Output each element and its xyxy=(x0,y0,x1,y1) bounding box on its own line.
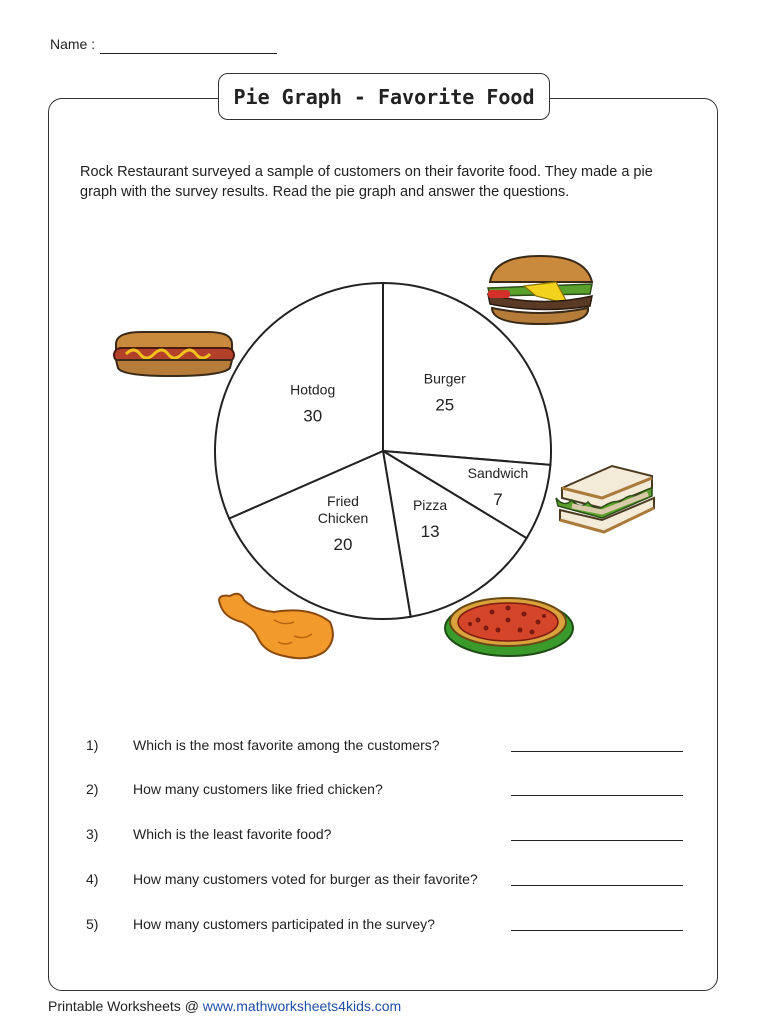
page-title: Pie Graph - Favorite Food xyxy=(218,73,550,120)
footer-link[interactable]: www.mathworksheets4kids.com xyxy=(202,998,402,1014)
question-number: 3) xyxy=(86,826,99,842)
pie-label-value: 25 xyxy=(435,395,455,415)
name-label: Name : xyxy=(50,36,96,52)
question-text: How many customers like fried chicken? xyxy=(133,781,383,797)
pie-label-category: Burger xyxy=(423,370,466,387)
pizza-icon xyxy=(442,590,576,658)
question-row xyxy=(86,871,686,895)
pie-label-value: 20 xyxy=(333,534,353,554)
pie-label-value: 7 xyxy=(493,489,503,509)
question-number: 5) xyxy=(86,916,99,932)
answer-line[interactable] xyxy=(511,885,683,886)
question-row xyxy=(86,781,686,805)
fried-chicken-icon xyxy=(214,592,338,662)
answer-line[interactable] xyxy=(511,751,683,752)
answer-line[interactable] xyxy=(511,795,683,796)
footer-prefix: Printable Worksheets @ xyxy=(48,998,203,1014)
burger-icon xyxy=(484,252,596,326)
question-row xyxy=(86,916,686,940)
question-row xyxy=(86,826,686,850)
pie-label-category: Sandwich xyxy=(467,464,529,481)
question-number: 1) xyxy=(86,737,99,753)
answer-line[interactable] xyxy=(511,840,683,841)
question-number: 4) xyxy=(86,871,99,887)
question-number: 2) xyxy=(86,781,99,797)
pie-label-value: 13 xyxy=(420,522,440,542)
question-text: How many customers voted for burger as their favorite? xyxy=(133,871,478,887)
sandwich-icon xyxy=(552,462,662,538)
question-text: Which is the least favorite food? xyxy=(133,826,332,842)
question-text: How many customers participated in the survey? xyxy=(133,916,435,932)
pie-label-category: Pizza xyxy=(412,497,448,514)
question-row xyxy=(86,737,686,761)
pie-label-category: Fried xyxy=(327,492,359,509)
hotdog-icon xyxy=(112,326,236,378)
intro-text: Rock Restaurant surveyed a sample of customers on their favorite food. They made a pie graph with the survey results. Read the pie graph and answer the questions. xyxy=(80,164,653,200)
answer-line[interactable] xyxy=(511,930,683,931)
pie-label-value: 30 xyxy=(303,406,323,426)
pie-label-category: Hotdog xyxy=(290,381,336,398)
pie-label-category: Chicken xyxy=(317,509,369,526)
footer xyxy=(48,998,401,1014)
question-text: Which is the most favorite among the customers? xyxy=(133,737,440,753)
